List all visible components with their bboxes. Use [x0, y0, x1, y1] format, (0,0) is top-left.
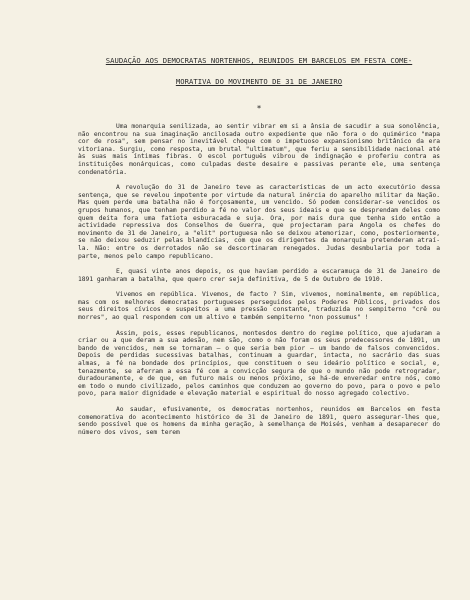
- paragraph-4-text: Vivemos em república. Vivemos, de facto ? Sim, vivemos, nominalmente, em república, mas com os melhores democratas portugueses perseguidos pelos Poderes Públicos, privados dos seus direitos cívicos e suspeitos a uma pressão constante, traduzida no sempiterno "crê ou morres", ao qual respondem com um altivo e também sempiterno "non possumus" !: [78, 291, 440, 322]
- paragraph-3: [78, 268, 440, 283]
- paragraph-2: [78, 184, 440, 260]
- paragraph-6: [78, 406, 440, 436]
- paragraph-3-text: E, quasi vinte anos depois, os que haviam perdido a escaramuça de 31 de Janeiro de 1891 ganharam a batalha, que quero crer seja definitiva, de 5 de Outubro de 1910.: [78, 268, 440, 283]
- paragraph-5: [78, 330, 440, 398]
- paragraph-1-text: Uma monarquia senilizada, ao sentir vibrar em si a ânsia de sacudir a sua sonolência, não encontrou na sua imaginação ancilosada outro expediente que não fora o do quimérico "mapa cor de rosa", sem pensar no inevitável choque com o impetuoso expansionismo britânico da era vitoriana. Surgiu, como resposta, um brutal "ultimatum", que feriu a sensibilidade nacional até às suas mais íntimas fibras. O escol português vibrou de indignação e proferiu contra as instituições monárquicas, como culpadas deste desaire e passivas perante ele, uma sentença condenatória.: [78, 123, 440, 176]
- section-separator: *: [256, 104, 262, 113]
- document-heading-line-2: MORATIVA DO MOVIMENTO DE 31 DE JANEIRO: [175, 77, 343, 86]
- paragraph-5-text: Assim, pois, esses republicanos, montesdos dentro do regime político, que ajudaram a criar ou a que deram a sua adesão, nem são, como o não foram os seus predecessores de 1891, um bando de vencidos, nem se tornaram – o que seria bem pior – um bando de falsos convencidos. Depois de perdidas sucessivas batalhas, continuam a guardar, intacta, no sacrário das suas almas, a fé na bondade dos princípios, que constituem o seu ideário político e social, e, tenazmente, se aferram a essa fé com a convicção segura de que o mundo não pode retrogradar, duradouramente, e de que, em futuro mais ou menos próximo, se há-de enveredar entre nós, como em todo o mundo civilizado, pelos caminhos que conduzem ao governo do povo, para o povo e pelo povo, para maior dignidade e elevação material e espiritual do nosso agregado colectivo.: [78, 329, 440, 398]
- document-heading-line-1: SAUDAÇÃO AOS DEMOCRATAS NORTENHOS, REUNIDOS EM BARCELOS EM FESTA COME-: [105, 56, 413, 65]
- paragraph-6-text: Ao saudar, efusivamente, os democratas nortenhos, reunidos em Barcelos em festa comemorativa do acontecimento histórico de 31 de Janeiro de 1891, quero assegurar-lhes que, sendo possível que os homens da minha geração, à semelhança de Moisés, venham a desaparecer do número dos vivos, sem terem: [78, 406, 440, 436]
- document-body: [78, 123, 440, 436]
- paragraph-1: [78, 123, 440, 176]
- paragraph-2-text: A revolução do 31 de Janeiro teve as características de um acto executório dessa sentença, que se revelou impotente por virtude da natural inércia do aparelho militar da Nação. Mas quem perde uma batalha não é forçosamente, um vencido. Só podem considerar-se vencidos os grupos humanos, que tenham perdido a fé no valor dos seus ideais e que se desprendam deles como quem deita fora uma fatiota esburacada e suja. Ora, por mais dura que tenha sido então a actividade repressiva dos Conselhos de Guerra, que projectaram para Angola os chefes do movimento de 31 de Janeiro, a "elit" portuguesa não se deixou atemorizar, como, posteriormente, se não deixou seduzir pelas blandícias, com que os dirigentes da monarquia pretenderam atraí-la. Não: entre os derrotados não se descortinaram renegados. Judas desmbularia por toda a parte, menos pelo campo republicano.: [78, 184, 440, 260]
- paragraph-4: [78, 291, 440, 321]
